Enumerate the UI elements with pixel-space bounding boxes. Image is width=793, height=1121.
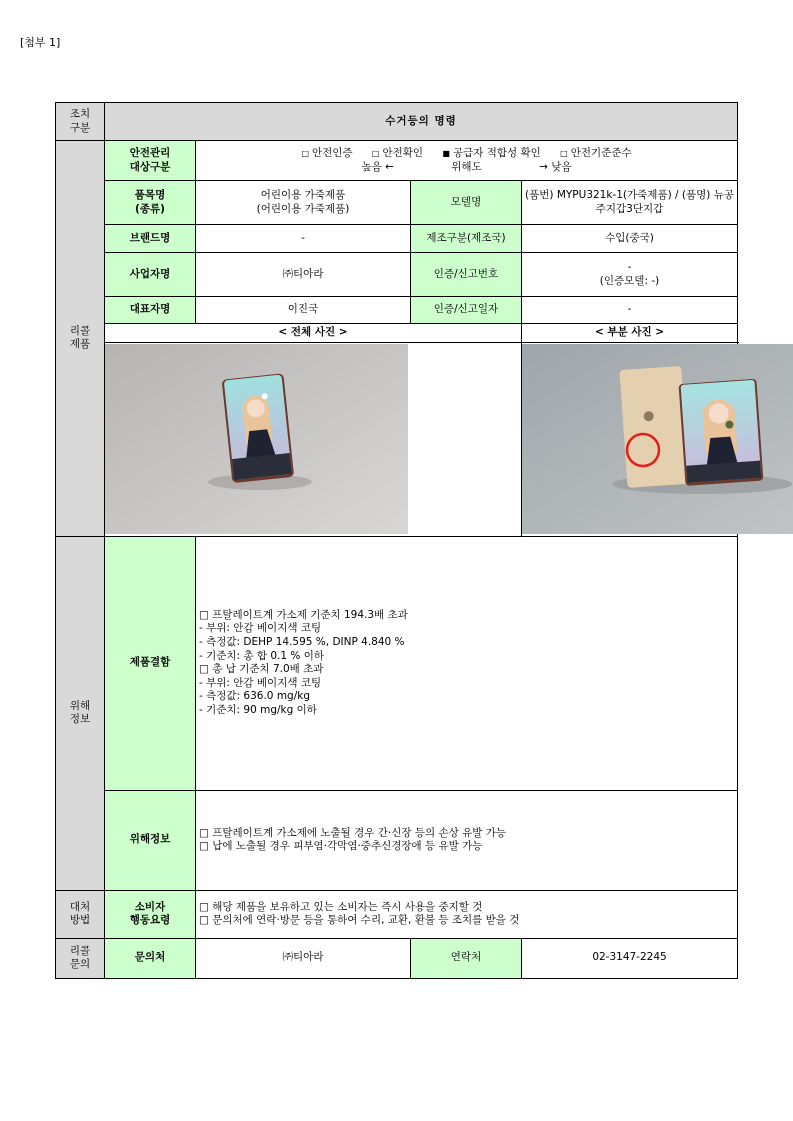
safety-option-confirmation: □ 안전확인 (371, 146, 424, 159)
photo-part-label: < 부분 사진 > (522, 324, 738, 343)
inquiry-section-label: 리콜 문의 (56, 938, 105, 978)
hazard-info-details (196, 790, 738, 890)
recall-order-table (55, 102, 738, 979)
risk-scale-high: 높음 ← (361, 160, 394, 173)
ceo-value: 이진국 (196, 297, 411, 324)
ceo-label: 대표자명 (105, 297, 196, 324)
wallet-full-photo (105, 344, 408, 534)
hazard-info-line: □ 납에 노출될 경우 피부염·각막염·중추신경장애 등 유발 가능 (199, 840, 483, 853)
defect-line: - 부위: 안감 베이지색 코팅 (199, 622, 322, 635)
safety-option-supplier-conformity: ■ 공급자 적합성 확인 (442, 146, 541, 159)
contact-label: 문의처 (105, 938, 196, 978)
phone-value: 02-3147-2245 (522, 938, 738, 978)
hazard-info-line: □ 프탈레이트계 가소제에 노출될 경우 간·신장 등의 손상 유발 가능 (199, 826, 507, 839)
company-value: ㈜티아라 (196, 253, 411, 297)
risk-scale-mid: 위해도 (451, 160, 482, 173)
photo-full-label: < 전체 사진 > (105, 324, 522, 343)
safety-mgmt-options (196, 141, 738, 181)
defect-line: - 부위: 안감 베이지색 코팅 (199, 676, 322, 689)
manufacture-value: 수입(중국) (522, 225, 738, 253)
risk-scale-low: → 낮음 (539, 160, 572, 173)
model-value: (품번) MYPU321k-1(가죽제품) / (품명) 뉴공주지갑3단지갑 (522, 181, 738, 225)
brand-label: 브랜드명 (105, 225, 196, 253)
wallet-part-photo (522, 344, 793, 534)
consumer-action-details (196, 890, 738, 938)
safety-mgmt-label: 안전관리 대상구분 (105, 141, 196, 181)
action-category-label: 조치 구분 (56, 103, 105, 141)
item-name-label: 품목명 (종류) (105, 181, 196, 225)
hazard-info-label: 위해정보 (105, 790, 196, 890)
page-title: 수거등의 명령 (105, 103, 738, 141)
manufacture-label: 제조구분(제조국) (411, 225, 522, 253)
hazard-section-label: 위해 정보 (56, 536, 105, 890)
cert-no-value: - (인증모델: -) (522, 253, 738, 297)
safety-option-certification: □ 안전인증 (301, 146, 353, 159)
defect-line: □ 프탈레이트계 가소제 기준치 194.3배 초과 (199, 608, 408, 621)
recall-product-section-label: 리콜 제품 (56, 141, 105, 537)
photo-part (522, 342, 738, 536)
attachment-label: [첨부 1] (20, 36, 61, 49)
defect-line: - 측정값: 636.0 mg/kg (199, 690, 311, 703)
cert-no-label: 인증/신고번호 (411, 253, 522, 297)
consumer-action-line: □ 문의처에 연락·방문 등을 통하여 수리, 교환, 환불 등 조치를 받을 것 (199, 914, 520, 927)
photo-full (105, 342, 522, 536)
consumer-action-line: □ 해당 제품을 보유하고 있는 소비자는 즉시 사용을 중지할 것 (199, 900, 483, 913)
defect-line: □ 총 납 기준치 7.0배 초과 (199, 663, 324, 676)
cert-date-value: - (522, 297, 738, 324)
defect-line: - 측정값: DEHP 14.595 %, DINP 4.840 % (199, 635, 405, 648)
product-defect-details (196, 536, 738, 790)
defect-line: - 기준치: 90 mg/kg 이하 (199, 704, 317, 717)
contact-value: ㈜티아라 (196, 938, 411, 978)
model-label: 모델명 (411, 181, 522, 225)
phone-label: 연락처 (411, 938, 522, 978)
safety-option-standard-compliance: □ 안전기준준수 (560, 146, 632, 159)
product-defect-label: 제품결함 (105, 536, 196, 790)
brand-value: - (196, 225, 411, 253)
cert-date-label: 인증/신고일자 (411, 297, 522, 324)
item-name-value: 어린이용 가죽제품 (어린이용 가죽제품) (196, 181, 411, 225)
risk-scale (199, 161, 734, 175)
response-section-label: 대처 방법 (56, 890, 105, 938)
consumer-action-label: 소비자 행동요령 (105, 890, 196, 938)
defect-line: - 기준치: 총 합 0.1 % 이하 (199, 649, 325, 662)
company-label: 사업자명 (105, 253, 196, 297)
